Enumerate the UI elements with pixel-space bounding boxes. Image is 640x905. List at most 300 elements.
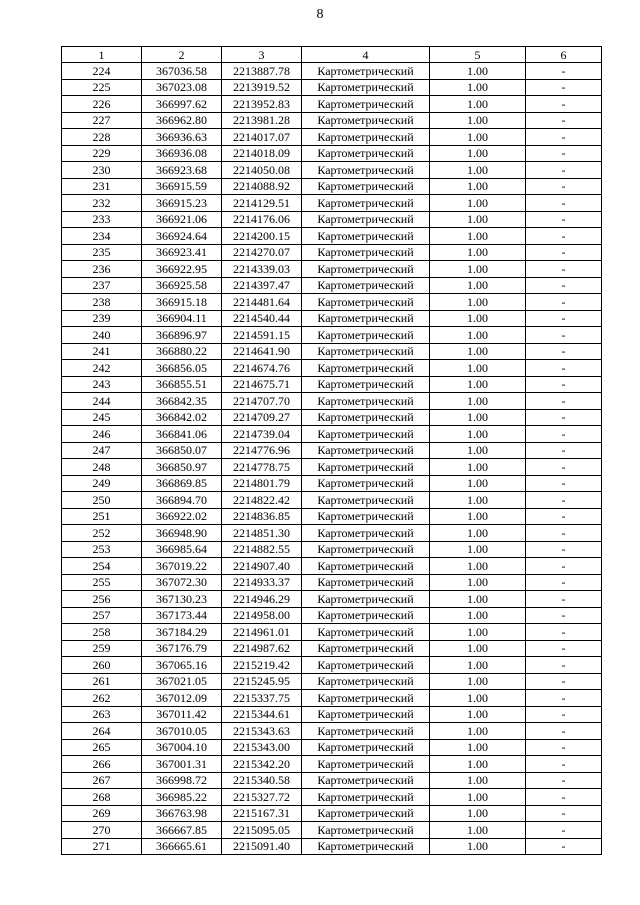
table-row bbox=[62, 244, 602, 261]
y-coordinate-cell: 2214088.92 bbox=[222, 178, 302, 195]
method-cell: Картометрический bbox=[302, 772, 430, 789]
point-number-cell: 235 bbox=[62, 244, 142, 261]
point-number-cell: 256 bbox=[62, 591, 142, 608]
method-cell: Картометрический bbox=[302, 640, 430, 657]
method-cell: Картометрический bbox=[302, 690, 430, 707]
coordinates-table bbox=[61, 46, 602, 855]
point-number-cell: 267 bbox=[62, 772, 142, 789]
point-number-cell: 240 bbox=[62, 327, 142, 344]
method-cell: Картометрический bbox=[302, 442, 430, 459]
accuracy-cell: 1.00 bbox=[430, 228, 526, 245]
accuracy-cell: 1.00 bbox=[430, 145, 526, 162]
note-cell: - bbox=[526, 640, 602, 657]
column-header: 3 bbox=[222, 47, 302, 63]
x-coordinate-cell: 367023.08 bbox=[142, 79, 222, 96]
note-cell: - bbox=[526, 178, 602, 195]
table-row bbox=[62, 310, 602, 327]
point-number-cell: 253 bbox=[62, 541, 142, 558]
y-coordinate-cell: 2214200.15 bbox=[222, 228, 302, 245]
x-coordinate-cell: 366842.35 bbox=[142, 393, 222, 410]
accuracy-cell: 1.00 bbox=[430, 706, 526, 723]
method-cell: Картометрический bbox=[302, 574, 430, 591]
table-row bbox=[62, 772, 602, 789]
x-coordinate-cell: 366665.61 bbox=[142, 838, 222, 855]
note-cell: - bbox=[526, 739, 602, 756]
accuracy-cell: 1.00 bbox=[430, 393, 526, 410]
x-coordinate-cell: 366936.63 bbox=[142, 129, 222, 146]
point-number-cell: 251 bbox=[62, 508, 142, 525]
point-number-cell: 266 bbox=[62, 756, 142, 773]
accuracy-cell: 1.00 bbox=[430, 607, 526, 624]
y-coordinate-cell: 2215337.75 bbox=[222, 690, 302, 707]
x-coordinate-cell: 366997.62 bbox=[142, 96, 222, 113]
x-coordinate-cell: 366763.98 bbox=[142, 805, 222, 822]
note-cell: - bbox=[526, 607, 602, 624]
note-cell: - bbox=[526, 79, 602, 96]
x-coordinate-cell: 366667.85 bbox=[142, 822, 222, 839]
note-cell: - bbox=[526, 376, 602, 393]
x-coordinate-cell: 366894.70 bbox=[142, 492, 222, 509]
y-coordinate-cell: 2213952.83 bbox=[222, 96, 302, 113]
point-number-cell: 260 bbox=[62, 657, 142, 674]
method-cell: Картометрический bbox=[302, 195, 430, 212]
x-coordinate-cell: 366850.97 bbox=[142, 459, 222, 476]
x-coordinate-cell: 366856.05 bbox=[142, 360, 222, 377]
accuracy-cell: 1.00 bbox=[430, 442, 526, 459]
point-number-cell: 241 bbox=[62, 343, 142, 360]
column-header: 4 bbox=[302, 47, 430, 63]
accuracy-cell: 1.00 bbox=[430, 772, 526, 789]
accuracy-cell: 1.00 bbox=[430, 789, 526, 806]
y-coordinate-cell: 2214017.07 bbox=[222, 129, 302, 146]
method-cell: Картометрический bbox=[302, 376, 430, 393]
note-cell: - bbox=[526, 244, 602, 261]
method-cell: Картометрический bbox=[302, 558, 430, 575]
note-cell: - bbox=[526, 261, 602, 278]
y-coordinate-cell: 2214707.70 bbox=[222, 393, 302, 410]
point-number-cell: 269 bbox=[62, 805, 142, 822]
y-coordinate-cell: 2214176.06 bbox=[222, 211, 302, 228]
method-cell: Картометрический bbox=[302, 739, 430, 756]
accuracy-cell: 1.00 bbox=[430, 244, 526, 261]
accuracy-cell: 1.00 bbox=[430, 343, 526, 360]
table-row bbox=[62, 129, 602, 146]
x-coordinate-cell: 366962.80 bbox=[142, 112, 222, 129]
table-row bbox=[62, 822, 602, 839]
y-coordinate-cell: 2214709.27 bbox=[222, 409, 302, 426]
accuracy-cell: 1.00 bbox=[430, 195, 526, 212]
y-coordinate-cell: 2214778.75 bbox=[222, 459, 302, 476]
table-row bbox=[62, 112, 602, 129]
point-number-cell: 230 bbox=[62, 162, 142, 179]
note-cell: - bbox=[526, 558, 602, 575]
note-cell: - bbox=[526, 822, 602, 839]
point-number-cell: 262 bbox=[62, 690, 142, 707]
x-coordinate-cell: 366841.06 bbox=[142, 426, 222, 443]
y-coordinate-cell: 2214739.04 bbox=[222, 426, 302, 443]
note-cell: - bbox=[526, 393, 602, 410]
accuracy-cell: 1.00 bbox=[430, 129, 526, 146]
point-number-cell: 248 bbox=[62, 459, 142, 476]
x-coordinate-cell: 367184.29 bbox=[142, 624, 222, 641]
note-cell: - bbox=[526, 657, 602, 674]
table-row bbox=[62, 475, 602, 492]
accuracy-cell: 1.00 bbox=[430, 673, 526, 690]
x-coordinate-cell: 366923.41 bbox=[142, 244, 222, 261]
y-coordinate-cell: 2214907.40 bbox=[222, 558, 302, 575]
x-coordinate-cell: 366921.06 bbox=[142, 211, 222, 228]
table-row bbox=[62, 277, 602, 294]
method-cell: Картометрический bbox=[302, 624, 430, 641]
x-coordinate-cell: 366869.85 bbox=[142, 475, 222, 492]
accuracy-cell: 1.00 bbox=[430, 525, 526, 542]
table-row bbox=[62, 195, 602, 212]
point-number-cell: 237 bbox=[62, 277, 142, 294]
x-coordinate-cell: 366936.08 bbox=[142, 145, 222, 162]
y-coordinate-cell: 2214540.44 bbox=[222, 310, 302, 327]
table-row bbox=[62, 343, 602, 360]
method-cell: Картометрический bbox=[302, 789, 430, 806]
y-coordinate-cell: 2214050.08 bbox=[222, 162, 302, 179]
x-coordinate-cell: 366850.07 bbox=[142, 442, 222, 459]
note-cell: - bbox=[526, 756, 602, 773]
point-number-cell: 250 bbox=[62, 492, 142, 509]
accuracy-cell: 1.00 bbox=[430, 822, 526, 839]
x-coordinate-cell: 366922.02 bbox=[142, 508, 222, 525]
note-cell: - bbox=[526, 706, 602, 723]
x-coordinate-cell: 366922.95 bbox=[142, 261, 222, 278]
method-cell: Картометрический bbox=[302, 673, 430, 690]
accuracy-cell: 1.00 bbox=[430, 723, 526, 740]
y-coordinate-cell: 2215342.20 bbox=[222, 756, 302, 773]
point-number-cell: 271 bbox=[62, 838, 142, 855]
method-cell: Картометрический bbox=[302, 162, 430, 179]
y-coordinate-cell: 2214481.64 bbox=[222, 294, 302, 311]
note-cell: - bbox=[526, 673, 602, 690]
accuracy-cell: 1.00 bbox=[430, 327, 526, 344]
table-row bbox=[62, 706, 602, 723]
note-cell: - bbox=[526, 426, 602, 443]
note-cell: - bbox=[526, 541, 602, 558]
accuracy-cell: 1.00 bbox=[430, 591, 526, 608]
point-number-cell: 234 bbox=[62, 228, 142, 245]
x-coordinate-cell: 366923.68 bbox=[142, 162, 222, 179]
x-coordinate-cell: 367019.22 bbox=[142, 558, 222, 575]
method-cell: Картометрический bbox=[302, 838, 430, 855]
accuracy-cell: 1.00 bbox=[430, 558, 526, 575]
point-number-cell: 254 bbox=[62, 558, 142, 575]
table-row bbox=[62, 261, 602, 278]
table-row bbox=[62, 63, 602, 80]
note-cell: - bbox=[526, 360, 602, 377]
point-number-cell: 247 bbox=[62, 442, 142, 459]
table-row bbox=[62, 838, 602, 855]
note-cell: - bbox=[526, 162, 602, 179]
note-cell: - bbox=[526, 838, 602, 855]
point-number-cell: 232 bbox=[62, 195, 142, 212]
point-number-cell: 243 bbox=[62, 376, 142, 393]
note-cell: - bbox=[526, 789, 602, 806]
table-row bbox=[62, 789, 602, 806]
y-coordinate-cell: 2214933.37 bbox=[222, 574, 302, 591]
x-coordinate-cell: 367001.31 bbox=[142, 756, 222, 773]
note-cell: - bbox=[526, 96, 602, 113]
method-cell: Картометрический bbox=[302, 112, 430, 129]
x-coordinate-cell: 366985.64 bbox=[142, 541, 222, 558]
point-number-cell: 226 bbox=[62, 96, 142, 113]
method-cell: Картометрический bbox=[302, 723, 430, 740]
point-number-cell: 244 bbox=[62, 393, 142, 410]
method-cell: Картометрический bbox=[302, 96, 430, 113]
note-cell: - bbox=[526, 805, 602, 822]
x-coordinate-cell: 366915.59 bbox=[142, 178, 222, 195]
x-coordinate-cell: 367065.16 bbox=[142, 657, 222, 674]
table-row bbox=[62, 327, 602, 344]
table-row bbox=[62, 673, 602, 690]
x-coordinate-cell: 367176.79 bbox=[142, 640, 222, 657]
method-cell: Картометрический bbox=[302, 360, 430, 377]
accuracy-cell: 1.00 bbox=[430, 574, 526, 591]
x-coordinate-cell: 366948.90 bbox=[142, 525, 222, 542]
method-cell: Картометрический bbox=[302, 657, 430, 674]
y-coordinate-cell: 2214958.00 bbox=[222, 607, 302, 624]
y-coordinate-cell: 2214851.30 bbox=[222, 525, 302, 542]
table-row bbox=[62, 294, 602, 311]
y-coordinate-cell: 2214836.85 bbox=[222, 508, 302, 525]
accuracy-cell: 1.00 bbox=[430, 277, 526, 294]
note-cell: - bbox=[526, 772, 602, 789]
note-cell: - bbox=[526, 327, 602, 344]
accuracy-cell: 1.00 bbox=[430, 739, 526, 756]
method-cell: Картометрический bbox=[302, 475, 430, 492]
y-coordinate-cell: 2214018.09 bbox=[222, 145, 302, 162]
method-cell: Картометрический bbox=[302, 145, 430, 162]
note-cell: - bbox=[526, 690, 602, 707]
table-row bbox=[62, 79, 602, 96]
point-number-cell: 242 bbox=[62, 360, 142, 377]
table-row bbox=[62, 228, 602, 245]
x-coordinate-cell: 367011.42 bbox=[142, 706, 222, 723]
x-coordinate-cell: 366904.11 bbox=[142, 310, 222, 327]
point-number-cell: 257 bbox=[62, 607, 142, 624]
method-cell: Картометрический bbox=[302, 756, 430, 773]
table-row bbox=[62, 376, 602, 393]
accuracy-cell: 1.00 bbox=[430, 541, 526, 558]
method-cell: Картометрический bbox=[302, 706, 430, 723]
point-number-cell: 236 bbox=[62, 261, 142, 278]
table-row bbox=[62, 211, 602, 228]
x-coordinate-cell: 366985.22 bbox=[142, 789, 222, 806]
accuracy-cell: 1.00 bbox=[430, 657, 526, 674]
y-coordinate-cell: 2214822.42 bbox=[222, 492, 302, 509]
point-number-cell: 263 bbox=[62, 706, 142, 723]
table-row bbox=[62, 591, 602, 608]
point-number-cell: 233 bbox=[62, 211, 142, 228]
note-cell: - bbox=[526, 211, 602, 228]
table-row bbox=[62, 393, 602, 410]
y-coordinate-cell: 2215340.58 bbox=[222, 772, 302, 789]
point-number-cell: 228 bbox=[62, 129, 142, 146]
method-cell: Картометрический bbox=[302, 211, 430, 228]
table-row bbox=[62, 558, 602, 575]
table-row bbox=[62, 640, 602, 657]
accuracy-cell: 1.00 bbox=[430, 838, 526, 855]
accuracy-cell: 1.00 bbox=[430, 63, 526, 80]
accuracy-cell: 1.00 bbox=[430, 475, 526, 492]
point-number-cell: 268 bbox=[62, 789, 142, 806]
point-number-cell: 258 bbox=[62, 624, 142, 641]
point-number-cell: 227 bbox=[62, 112, 142, 129]
y-coordinate-cell: 2215219.42 bbox=[222, 657, 302, 674]
accuracy-cell: 1.00 bbox=[430, 492, 526, 509]
point-number-cell: 224 bbox=[62, 63, 142, 80]
x-coordinate-cell: 366896.97 bbox=[142, 327, 222, 344]
point-number-cell: 225 bbox=[62, 79, 142, 96]
note-cell: - bbox=[526, 459, 602, 476]
table-row bbox=[62, 607, 602, 624]
table-row bbox=[62, 442, 602, 459]
y-coordinate-cell: 2214946.29 bbox=[222, 591, 302, 608]
method-cell: Картометрический bbox=[302, 805, 430, 822]
point-number-cell: 249 bbox=[62, 475, 142, 492]
note-cell: - bbox=[526, 508, 602, 525]
method-cell: Картометрический bbox=[302, 228, 430, 245]
y-coordinate-cell: 2214776.96 bbox=[222, 442, 302, 459]
y-coordinate-cell: 2214339.03 bbox=[222, 261, 302, 278]
note-cell: - bbox=[526, 574, 602, 591]
method-cell: Картометрический bbox=[302, 261, 430, 278]
method-cell: Картометрический bbox=[302, 492, 430, 509]
note-cell: - bbox=[526, 63, 602, 80]
method-cell: Картометрический bbox=[302, 244, 430, 261]
y-coordinate-cell: 2214641.90 bbox=[222, 343, 302, 360]
point-number-cell: 238 bbox=[62, 294, 142, 311]
point-number-cell: 265 bbox=[62, 739, 142, 756]
method-cell: Картометрический bbox=[302, 79, 430, 96]
x-coordinate-cell: 366998.72 bbox=[142, 772, 222, 789]
accuracy-cell: 1.00 bbox=[430, 162, 526, 179]
y-coordinate-cell: 2214801.79 bbox=[222, 475, 302, 492]
accuracy-cell: 1.00 bbox=[430, 360, 526, 377]
table-row bbox=[62, 624, 602, 641]
note-cell: - bbox=[526, 442, 602, 459]
x-coordinate-cell: 366880.22 bbox=[142, 343, 222, 360]
point-number-cell: 231 bbox=[62, 178, 142, 195]
y-coordinate-cell: 2213887.78 bbox=[222, 63, 302, 80]
x-coordinate-cell: 367021.05 bbox=[142, 673, 222, 690]
x-coordinate-cell: 367010.05 bbox=[142, 723, 222, 740]
note-cell: - bbox=[526, 277, 602, 294]
table-row bbox=[62, 541, 602, 558]
y-coordinate-cell: 2214397.47 bbox=[222, 277, 302, 294]
method-cell: Картометрический bbox=[302, 343, 430, 360]
note-cell: - bbox=[526, 591, 602, 608]
table-row bbox=[62, 657, 602, 674]
header-row bbox=[62, 47, 602, 63]
accuracy-cell: 1.00 bbox=[430, 79, 526, 96]
x-coordinate-cell: 367072.30 bbox=[142, 574, 222, 591]
method-cell: Картометрический bbox=[302, 822, 430, 839]
point-number-cell: 239 bbox=[62, 310, 142, 327]
point-number-cell: 264 bbox=[62, 723, 142, 740]
accuracy-cell: 1.00 bbox=[430, 508, 526, 525]
table-row bbox=[62, 805, 602, 822]
table-row bbox=[62, 756, 602, 773]
point-number-cell: 229 bbox=[62, 145, 142, 162]
accuracy-cell: 1.00 bbox=[430, 96, 526, 113]
accuracy-cell: 1.00 bbox=[430, 376, 526, 393]
y-coordinate-cell: 2214961.01 bbox=[222, 624, 302, 641]
accuracy-cell: 1.00 bbox=[430, 409, 526, 426]
accuracy-cell: 1.00 bbox=[430, 294, 526, 311]
note-cell: - bbox=[526, 475, 602, 492]
note-cell: - bbox=[526, 343, 602, 360]
x-coordinate-cell: 367004.10 bbox=[142, 739, 222, 756]
y-coordinate-cell: 2215343.63 bbox=[222, 723, 302, 740]
y-coordinate-cell: 2213981.28 bbox=[222, 112, 302, 129]
page-number: 8 bbox=[316, 7, 324, 22]
table-row bbox=[62, 525, 602, 542]
point-number-cell: 255 bbox=[62, 574, 142, 591]
point-number-cell: 245 bbox=[62, 409, 142, 426]
y-coordinate-cell: 2214882.55 bbox=[222, 541, 302, 558]
note-cell: - bbox=[526, 624, 602, 641]
accuracy-cell: 1.00 bbox=[430, 178, 526, 195]
x-coordinate-cell: 366924.64 bbox=[142, 228, 222, 245]
x-coordinate-cell: 367130.23 bbox=[142, 591, 222, 608]
y-coordinate-cell: 2214129.51 bbox=[222, 195, 302, 212]
x-coordinate-cell: 366925.58 bbox=[142, 277, 222, 294]
note-cell: - bbox=[526, 228, 602, 245]
point-number-cell: 270 bbox=[62, 822, 142, 839]
accuracy-cell: 1.00 bbox=[430, 112, 526, 129]
column-header: 1 bbox=[62, 47, 142, 63]
accuracy-cell: 1.00 bbox=[430, 211, 526, 228]
table-row bbox=[62, 508, 602, 525]
point-number-cell: 261 bbox=[62, 673, 142, 690]
table-row bbox=[62, 162, 602, 179]
table-row bbox=[62, 426, 602, 443]
x-coordinate-cell: 367036.58 bbox=[142, 63, 222, 80]
note-cell: - bbox=[526, 129, 602, 146]
y-coordinate-cell: 2215167.31 bbox=[222, 805, 302, 822]
y-coordinate-cell: 2215344.61 bbox=[222, 706, 302, 723]
method-cell: Картометрический bbox=[302, 459, 430, 476]
x-coordinate-cell: 366915.18 bbox=[142, 294, 222, 311]
point-number-cell: 252 bbox=[62, 525, 142, 542]
method-cell: Картометрический bbox=[302, 294, 430, 311]
x-coordinate-cell: 367173.44 bbox=[142, 607, 222, 624]
table-row bbox=[62, 178, 602, 195]
y-coordinate-cell: 2214675.71 bbox=[222, 376, 302, 393]
accuracy-cell: 1.00 bbox=[430, 624, 526, 641]
accuracy-cell: 1.00 bbox=[430, 805, 526, 822]
method-cell: Картометрический bbox=[302, 607, 430, 624]
column-header: 2 bbox=[142, 47, 222, 63]
note-cell: - bbox=[526, 294, 602, 311]
table-body bbox=[62, 63, 602, 855]
method-cell: Картометрический bbox=[302, 178, 430, 195]
method-cell: Картометрический bbox=[302, 393, 430, 410]
table-row bbox=[62, 723, 602, 740]
method-cell: Картометрический bbox=[302, 63, 430, 80]
table-row bbox=[62, 96, 602, 113]
column-header: 6 bbox=[526, 47, 602, 63]
x-coordinate-cell: 367012.09 bbox=[142, 690, 222, 707]
y-coordinate-cell: 2213919.52 bbox=[222, 79, 302, 96]
method-cell: Картометрический bbox=[302, 277, 430, 294]
table-row bbox=[62, 492, 602, 509]
